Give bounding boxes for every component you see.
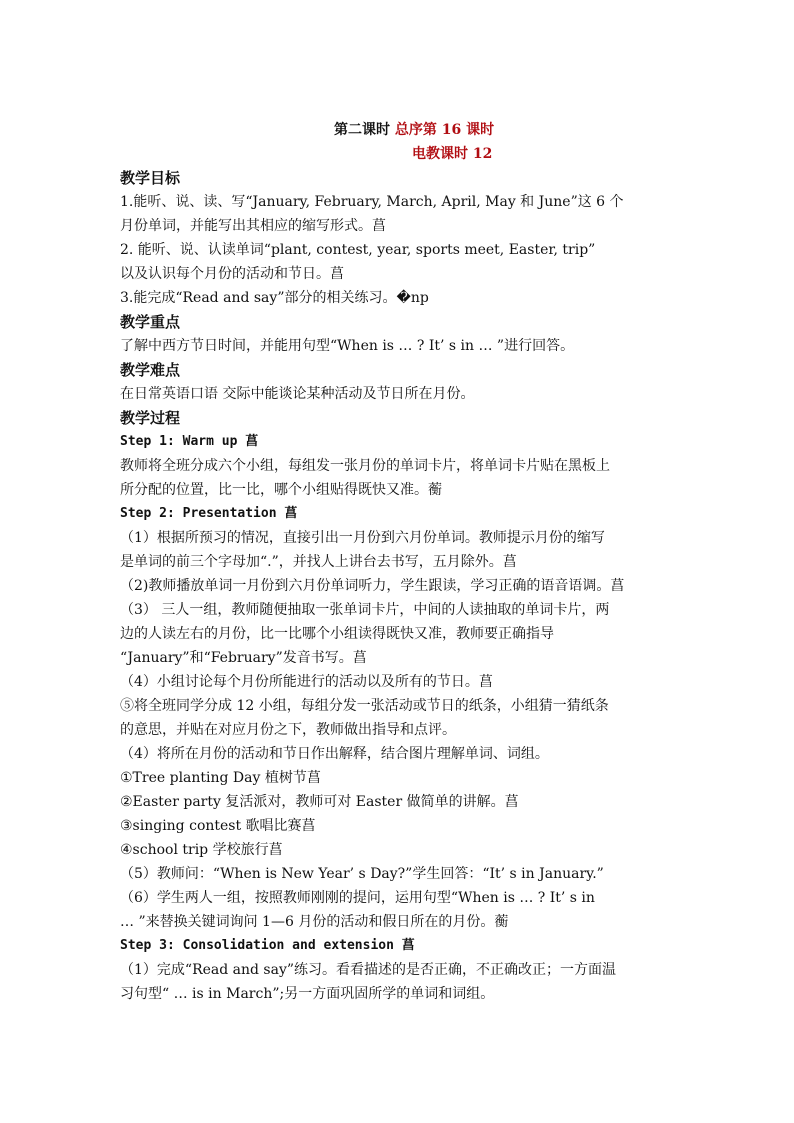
step-2-item-3-line-3: “January”和“February”发音书写。菖 (120, 650, 367, 666)
objectives-heading: 教学目标 (120, 169, 181, 187)
step-2-item-6: （4）将所在月份的活动和节日作出解释，结合图片理解单词、词组。 (120, 746, 549, 762)
step-2-item-5-line-1: ⑤将全班同学分成 12 小组，每组分发一张活动或节日的纸条，小组猜一猜纸条 (120, 698, 609, 714)
vocab-item-2: ②Easter party 复活派对，教师可对 Easter 做简单的讲解。菖 (120, 794, 519, 810)
step-2-item-3-line-1: （3） 三人一组，教师随便抽取一张单词卡片，中间的人读抽取的单词卡片，两 (120, 602, 610, 618)
objective-1-line-2: 月份单词，并能写出其相应的缩写形式。菖 (120, 218, 386, 234)
vocab-item-4: ④school trip 学校旅行菖 (120, 842, 283, 858)
step-2-item-7: （5）教师问：“When is New Year’ s Day?”学生回答：“It’ s in January.” (120, 866, 604, 882)
objective-1-line-1: 1.能听、说、读、写“January, February, March, April, May 和 June”这 6 个 (120, 194, 624, 210)
lesson-subtitle: 电教课时 12 (412, 146, 493, 162)
objective-2-line-2: 以及认识每个月份的活动和节日。菖 (120, 266, 344, 282)
step-2-item-8-line-2: … ”来替换关键词询问 1—6 月份的活动和假日所在的月份。蘅 (120, 914, 509, 930)
process-heading: 教学过程 (120, 409, 181, 427)
vocab-item-1: ①Tree planting Day 植树节菖 (120, 770, 321, 786)
step-2-item-2: （2)教师播放单词一月份到六月份单词听力，学生跟读，学习正确的语音语调。菖 (120, 578, 625, 594)
step-2-item-3-line-2: 边的人读左右的月份，比一比哪个小组读得既快又准，教师要正确指导 (120, 626, 554, 642)
step-1-title: Step 1: Warm up 菖 (120, 434, 259, 449)
key-points-text: 了解中西方节日时间，并能用句型“When is … ? It’ s in … ”进行回答。 (120, 338, 575, 354)
vocab-item-3: ③singing contest 歌唱比赛菖 (120, 818, 316, 834)
step-2-item-1-line-1: （1）根据所预习的情况，直接引出一月份到六月份单词。教师提示月份的缩写 (120, 530, 605, 546)
step-2-item-4: （4）小组讨论每个月份所能进行的活动以及所有的节日。菖 (120, 674, 493, 690)
objective-2-line-1: 2. 能听、说、认读单词“plant, contest, year, sports meet, Easter, trip” (120, 242, 596, 258)
step-2-item-5-line-2: 的意思，并贴在对应月份之下，教师做出指导和点评。 (120, 722, 456, 738)
lesson-title-part2: 总序第 16 课时 (394, 122, 495, 138)
step-3-item-1-line-1: （1）完成“Read and say”练习。看看描述的是否正确，不正确改正；一方面温 (120, 962, 617, 978)
step-3-item-1-line-2: 习句型“ … is in March”;另一方面巩固所学的单词和词组。 (120, 986, 495, 1002)
difficulty-heading: 教学难点 (120, 361, 181, 379)
key-points-heading: 教学重点 (120, 313, 181, 331)
step-1-line-1: 教师将全班分成六个小组，每组发一张月份的单词卡片，将单词卡片贴在黑板上 (120, 458, 610, 474)
objective-3: 3.能完成“Read and say”部分的相关练习。�np (120, 290, 429, 306)
difficulty-text: 在日常英语口语 交际中能谈论某种活动及节日所在月份。 (120, 386, 475, 402)
document-content (120, 118, 680, 1006)
step-1-line-2: 所分配的位置，比一比，哪个小组贴得既快又准。蘅 (120, 482, 442, 498)
step-2-item-1-line-2: 是单词的前三个字母加“.”，并找人上讲台去书写，五月除外。菖 (120, 554, 517, 570)
lesson-title-part1: 第二课时 (334, 122, 395, 138)
lesson-title (120, 118, 680, 142)
step-3-title: Step 3: Consolidation and extension 菖 (120, 938, 415, 953)
step-2-title: Step 2: Presentation 菖 (120, 506, 298, 521)
step-2-item-8-line-1: （6）学生两人一组，按照教师刚刚的提问，运用句型“When is … ? It’ s in (120, 890, 595, 906)
